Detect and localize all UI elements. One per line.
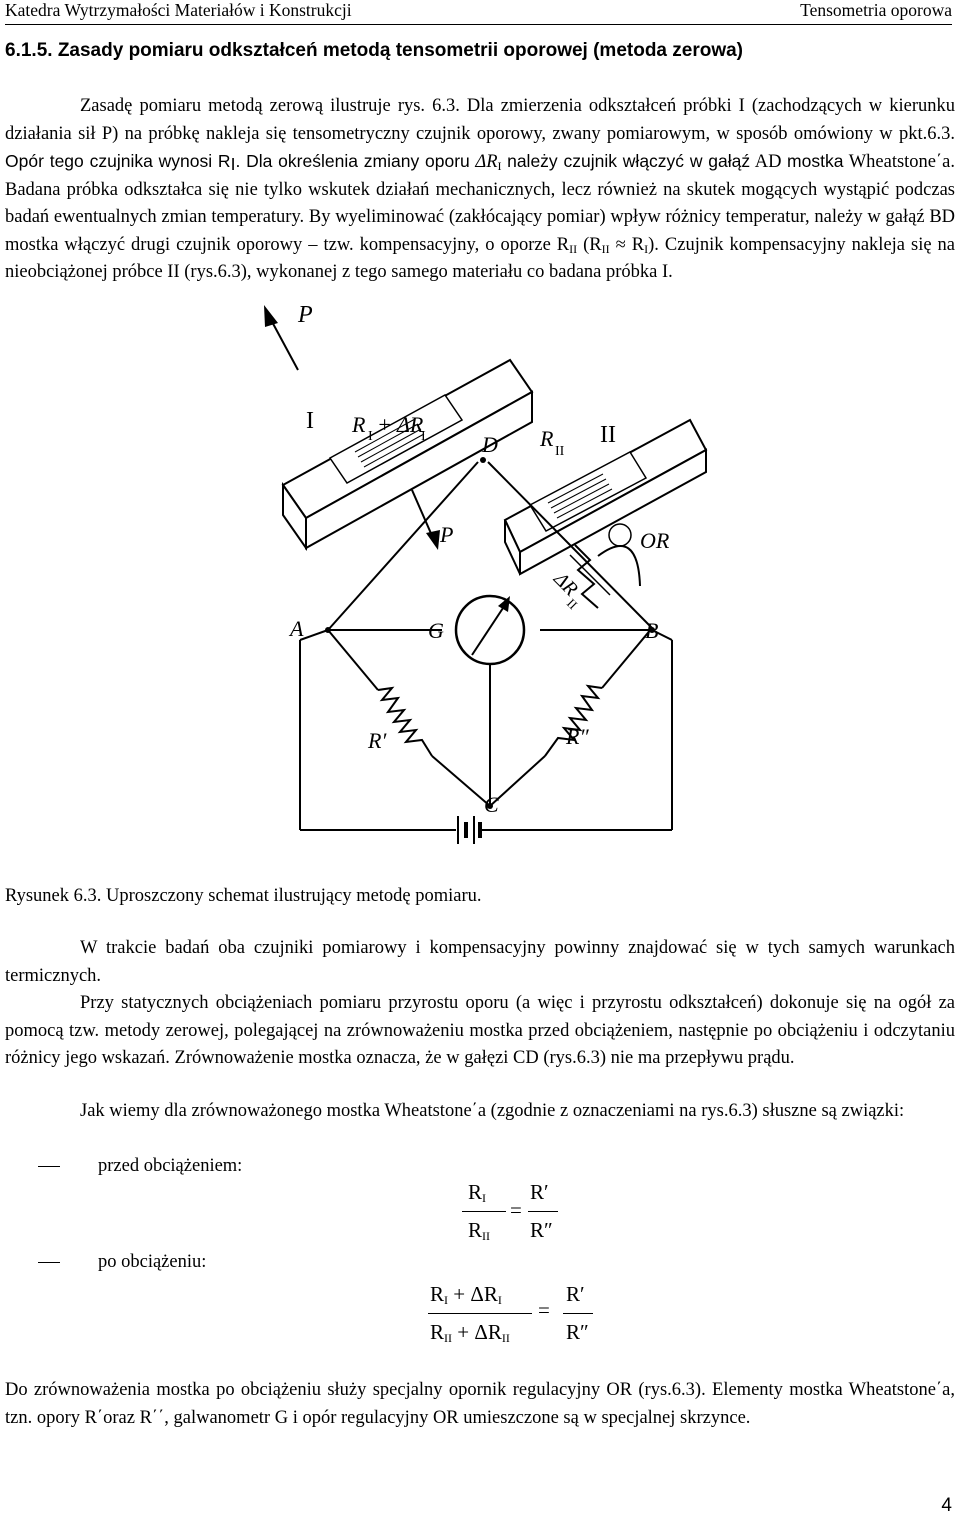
intro-sub-1: I — [230, 154, 236, 174]
closing-text-1: Do zrównoważenia mostka po obciążeniu służy specjalny opornik regulacyjny OR (rys.6.3). Elementy mostka — [5, 1380, 843, 1400]
node-A — [325, 627, 331, 633]
list-before-text: przed obciążeniem: — [98, 1156, 243, 1176]
galvanometer-G — [456, 596, 524, 664]
wheatstone-name-2: Wheatstone΄a — [384, 1101, 487, 1121]
intro-text-5: mostka — [787, 151, 844, 171]
label-P-mid: P — [440, 522, 454, 547]
label-dRII-sub: II — [563, 595, 581, 613]
paragraph-closing — [5, 1377, 955, 1432]
label-A: A — [290, 616, 304, 641]
eq2-line-right — [563, 1313, 593, 1314]
eq2-equals: = — [538, 1298, 550, 1322]
section-title: 6.1.5. Zasady pomiaru odkształceń metodą tensometrii oporowej (metoda zerowa) — [5, 40, 744, 61]
intro-sub-5: I — [644, 241, 649, 256]
dash-mark — [38, 1262, 60, 1263]
intro-text-6: . Badana próbka odkształca się nie tylko wskutek działań mechanicznych, lecz również na skutek mogących wystąpić podczas badań ewentualnych zmian temperatury. By wyeliminować (zakłócający pomiar) wpływ różnicy temperatur, należy w gałąź — [5, 152, 956, 227]
label-D: D — [482, 432, 498, 457]
label-OR: OR — [640, 528, 670, 553]
intro-sub-4: II — [601, 241, 610, 256]
intro-text-8: (R — [577, 234, 602, 255]
eq1-equals: = — [510, 1198, 522, 1222]
relations-text-2: (zgodnie z oznaczeniami na rys.6.3) słuszne są związki: — [490, 1101, 905, 1121]
list-after-text: po obciążeniu: — [98, 1252, 207, 1272]
dash-mark — [38, 1166, 60, 1167]
figure-caption: Rysunek 6.3. Uproszczony schemat ilustrujący metodę pomiaru. — [5, 886, 482, 906]
paragraph-relations — [5, 1098, 955, 1126]
eq2-num-right: R′ — [566, 1282, 585, 1306]
intro-sub-2: I — [497, 159, 502, 173]
intro-text-10: ). Czujnik kompensacyjny nakleja się na nieobciążonej próbce II (rys.6.3), wykonanej z tego samego materiału co badana próbka I. — [5, 234, 956, 282]
node-D — [480, 457, 486, 463]
delta-r-symbol: ΔR — [475, 152, 498, 172]
approx-symbol: ≈ — [615, 234, 626, 255]
label-C: C — [484, 792, 499, 817]
label-dRI-sub: I — [421, 429, 426, 444]
label-plus-dRI: + ΔR — [377, 412, 424, 437]
closing-text-2: , tzn. opory R΄oraz R΄΄, galwanometr G i opór regulacyjny OR umieszczone są w specjalnej skrzynce. — [5, 1380, 955, 1428]
paragraph-thermal: W trakcie badań oba czujniki pomiarowy i kompensacyjny powinny znajdować się w tych samych warunkach termicznych. — [5, 938, 955, 986]
eq1-den-left: $R_{II}$ — [468, 1218, 491, 1243]
label-RII-sub: II — [555, 444, 565, 459]
label-RI-sub: I — [368, 429, 373, 444]
eq1-line-left — [462, 1211, 506, 1212]
label-RII: R — [540, 426, 554, 451]
eq2-den: $R_{II} + \Delta R_{II}$ — [430, 1320, 510, 1345]
label-R-double-prime: R″ — [566, 724, 589, 749]
intro-text-4: należy czujnik włączyć w gałąź — [507, 151, 751, 171]
label-B: B — [645, 618, 659, 643]
label-dRII: ΔR — [549, 567, 582, 601]
eq1-line-right — [528, 1211, 558, 1212]
intro-text-1: Zasadę pomiaru metodą zerową ilustruje rys. 6.3. Dla zmierzenia odkształceń próbki I (zachodzących w kierunku działania sił P) na próbkę nakleja się tensometryczny czujnik oporowy, zwany pomiarowym, w sposób omówiony w pkt.6.3. — [5, 96, 955, 144]
list-item-after — [38, 1252, 206, 1273]
eq1-num-left: $R_I$ — [468, 1180, 487, 1205]
wheatstone-name-1: Wheatstone΄a — [848, 152, 951, 172]
header-department: Katedra Wytrzymałości Materiałów i Konstrukcji — [5, 0, 352, 20]
branch-ad: AD — [754, 152, 782, 172]
battery — [458, 816, 480, 844]
header-topic: Tensometria oporowa — [800, 0, 952, 20]
wheatstone-name-3: Wheatstone΄a — [848, 1380, 951, 1400]
page-number: 4 — [941, 1495, 952, 1516]
intro-text-9: R — [631, 234, 645, 255]
label-specimen-I: I — [306, 408, 314, 434]
label-P-top: P — [298, 302, 313, 328]
relations-text-1: Jak wiemy dla zrównoważonego mostka — [80, 1101, 381, 1121]
eq1-den-right: R″ — [530, 1218, 553, 1242]
label-specimen-II: II — [600, 422, 616, 448]
intro-sub-3: II — [569, 241, 578, 256]
label-RI: R — [352, 412, 366, 437]
eq2-line-left — [428, 1313, 532, 1314]
intro-text-7: mostka włączyć drugi czujnik oporowy – tzw. kompensacyjny, o oporze R — [5, 234, 570, 255]
intro-text-3: . Dla określenia zmiany oporu — [235, 151, 470, 171]
label-G: G — [428, 618, 444, 643]
label-R-prime: R′ — [368, 728, 387, 753]
paragraph-zero-method: Przy statycznych obciążeniach pomiaru przyrostu oporu (a więc i przyrostu odkształceń) dokonuje się na ogół za pomocą tzw. metody zerowej, polegającej na zrównoważeniu mostka przed obciążeniem, następnie po obciążeniu i odczytaniu różnicy jego wskazań. Zrównoważenie mostka oznacza, że w gałęzi CD (rys.6.3) nie ma przepływu prądu. — [5, 993, 955, 1068]
intro-text-2: Opór tego czujnika wynosi R — [5, 151, 231, 171]
force-arrow-top — [264, 305, 298, 370]
branch-bd: BD — [929, 207, 956, 227]
list-item-before — [38, 1156, 242, 1177]
eq1-num-right: R′ — [530, 1180, 549, 1204]
eq2-num: $R_I + \Delta R_I$ — [430, 1282, 502, 1307]
eq2-den-right: R″ — [566, 1320, 589, 1344]
